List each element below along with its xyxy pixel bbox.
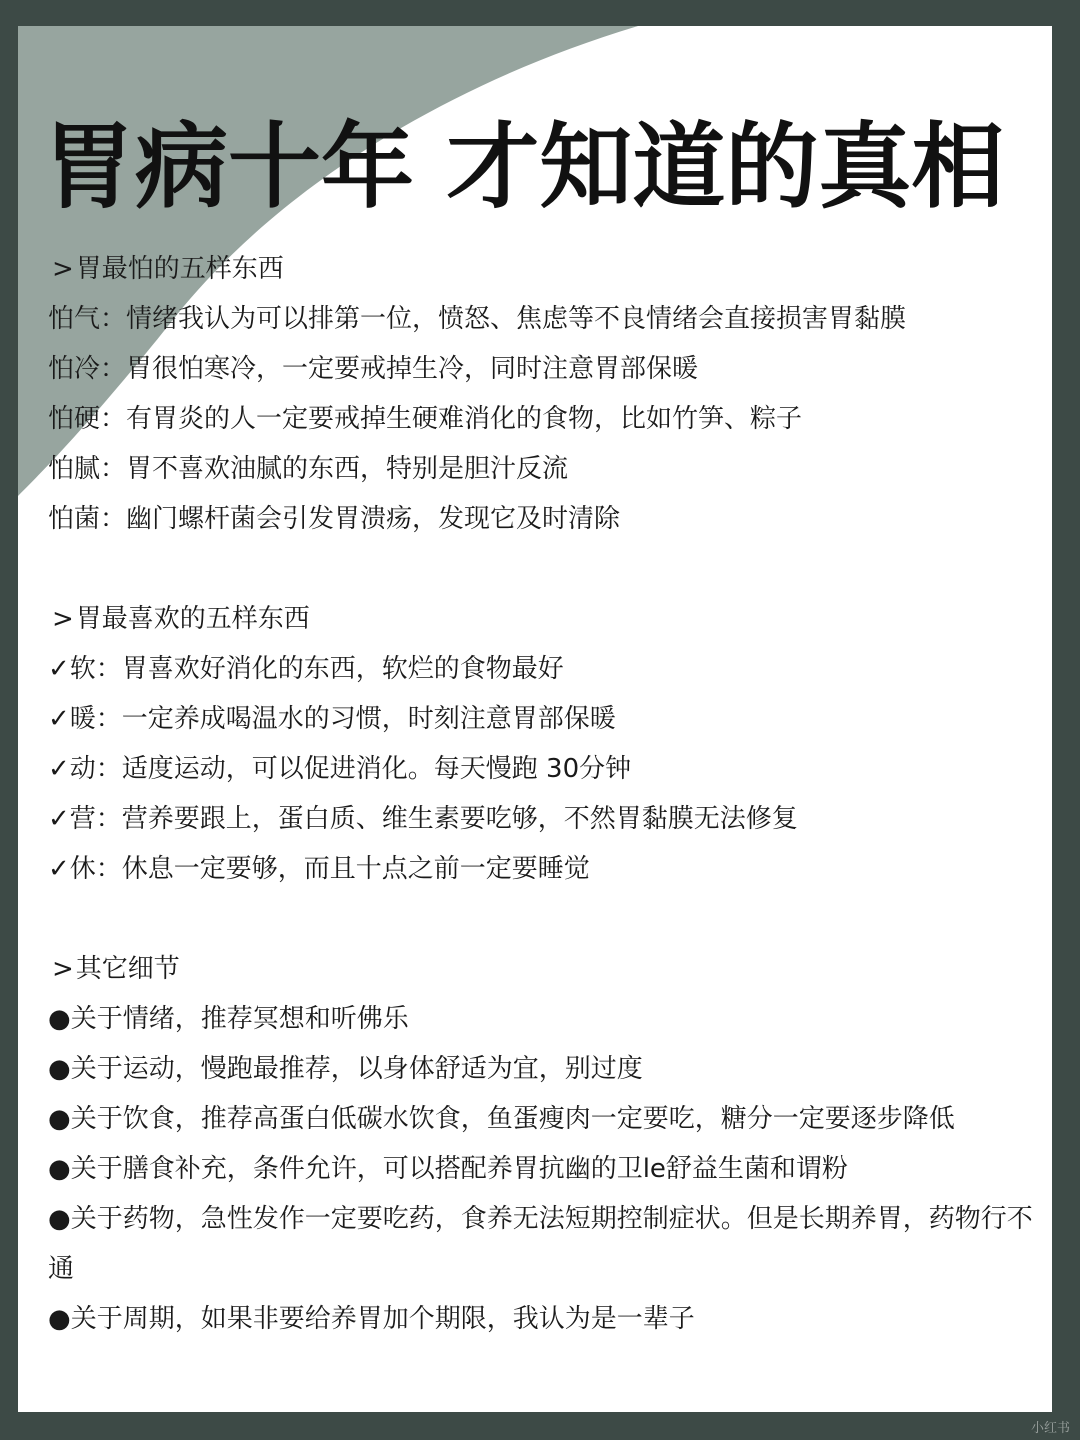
list-item: ✓营：营养要跟上，蛋白质、维生素要吃够，不然胃黏膜无法修复 [48, 804, 798, 834]
list-item: 怕菌：幽门螺杆菌会引发胃溃疡，发现它及时清除 [48, 504, 621, 534]
list-item: ●关于膳食补充，条件允许，可以搭配养胃抗幽的卫le舒益生菌和谓粉 [48, 1154, 848, 1184]
list-item: ✓软：胃喜欢好消化的东西，软烂的食物最好 [48, 654, 564, 684]
list-item: ●关于情绪，推荐冥想和听佛乐 [48, 1004, 409, 1034]
bullet-dot-icon: ● [48, 1004, 71, 1034]
bullet-dot-icon: ● [48, 1104, 71, 1134]
bullet-dot-icon: ● [48, 1154, 71, 1184]
chevron-right-icon: > [52, 954, 74, 984]
checkmark-icon: ✓ [48, 704, 70, 734]
checkmark-icon: ✓ [48, 654, 70, 684]
page-title: 胃病十年 才知道的真相 [42, 113, 1005, 221]
list-item: ✓休：休息一定要够，而且十点之前一定要睡觉 [48, 854, 590, 884]
chevron-right-icon: > [52, 604, 74, 634]
section-likes [48, 594, 1038, 894]
list-item: ●关于周期，如果非要给养胃加个期限，我认为是一辈子 [48, 1304, 695, 1334]
list-item: ●关于运动，慢跑最推荐，以身体舒适为宜，别过度 [48, 1054, 643, 1084]
checkmark-icon: ✓ [48, 754, 70, 784]
list-item: 怕硬：有胃炎的人一定要戒掉生硬难消化的食物，比如竹笋、粽子 [48, 404, 803, 434]
list-item: ●关于饮食，推荐高蛋白低碳水饮食，鱼蛋瘦肉一定要吃，糖分一定要逐步降低 [48, 1104, 955, 1134]
section-heading: >胃最喜欢的五样东西 [52, 604, 310, 634]
list-item: ●关于药物，急性发作一定要吃药，食养无法短期控制症状。但是长期养胃，药物行不通 [48, 1204, 1033, 1284]
checkmark-icon: ✓ [48, 804, 70, 834]
list-item: 怕气：情绪我认为可以排第一位，愤怒、焦虑等不良情绪会直接损害胃黏膜 [48, 304, 907, 334]
checkmark-icon: ✓ [48, 854, 70, 884]
section-fears [48, 244, 1038, 544]
bullet-dot-icon: ● [48, 1054, 71, 1084]
list-item: ✓暖：一定养成喝温水的习惯，时刻注意胃部保暖 [48, 704, 616, 734]
bullet-dot-icon: ● [48, 1304, 71, 1334]
section-heading: >其它细节 [52, 954, 180, 984]
note-card [18, 26, 1052, 1412]
bullet-dot-icon: ● [48, 1204, 71, 1234]
section-details [48, 944, 1038, 1344]
list-item: 怕冷：胃很怕寒冷，一定要戒掉生冷，同时注意胃部保暖 [48, 354, 699, 384]
list-item: 怕腻：胃不喜欢油腻的东西，特别是胆汁反流 [48, 454, 569, 484]
list-item: ✓动：适度运动，可以促进消化。每天慢跑 30分钟 [48, 754, 632, 784]
watermark: 小红书 [1030, 1421, 1070, 1436]
article-body [48, 244, 1038, 1344]
section-heading: >胃最怕的五样东西 [52, 254, 284, 284]
chevron-right-icon: > [52, 254, 74, 284]
